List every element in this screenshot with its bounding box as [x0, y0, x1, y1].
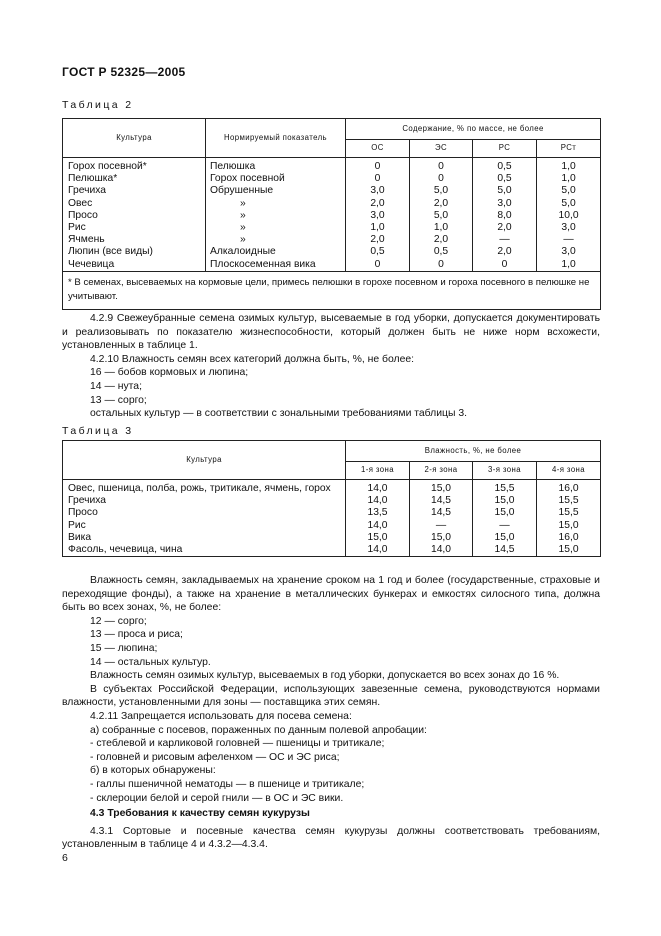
list-item: - склероции белой и серой гнили — в ОС и ЭС вики.: [90, 792, 344, 804]
table-row: Люпин (все виды) Алкалоидные 0,5 0,5 2,0 3,0: [63, 246, 601, 258]
table2-caption: Таблица 2: [62, 99, 134, 111]
table2-header-content: Содержание, % по массе, не более: [346, 119, 601, 140]
table-row: Просо » 3,0 5,0 8,0 10,0: [63, 210, 601, 222]
list-item: 14 — остальных культур.: [90, 656, 211, 668]
table-row: Рис 14,0 — — 15,0: [63, 520, 601, 532]
list-item: - головней и рисовым афеленхом — ОС и ЭС риса;: [90, 751, 340, 763]
table3-subheader: 2-я зона: [410, 462, 473, 480]
table-row: Овес, пшеница, полба, рожь, тритикале, ячмень, горох 14,0 15,0 15,5 16,0: [63, 483, 601, 495]
table2-header-culture: Культура: [63, 119, 206, 158]
para-4-2-10: 4.2.10 Влажность семян всех категорий должна быть, %, не более:: [90, 353, 415, 365]
list-item: 12 — сорго;: [90, 615, 147, 627]
text-block-2: [62, 574, 600, 852]
list-item: 13 — проса и риса;: [90, 629, 183, 641]
table2-subheader: РСт: [537, 140, 601, 158]
table-row: Гречиха Обрушенные 3,0 5,0 5,0 5,0: [63, 185, 601, 197]
table3-caption: Таблица 3: [62, 425, 134, 437]
para-winter-crops: Влажность семян озимых культур, высеваемых в год уборки, допускается во всех зонах до 16 %.: [90, 670, 560, 682]
list-item: 14 — нута;: [90, 380, 142, 392]
list-item: б) в которых обнаружены:: [90, 765, 216, 777]
table3-header-moisture: Влажность, %, не более: [346, 441, 601, 462]
table-3: [62, 440, 601, 557]
table2-subheader: ЭС: [410, 140, 473, 158]
table-row: Просо 13,5 14,5 15,0 15,5: [63, 507, 601, 519]
table-2: [62, 118, 601, 310]
table-row: Ячмень » 2,0 2,0 — —: [63, 234, 601, 246]
table-row: Фасоль, чечевица, чина 14,0 14,0 14,5 15,0: [63, 544, 601, 557]
para-regions: В субъектах Российской Федерации, использующих завезенные семена, руководствуются нормами влажности, установленными для зоны — поставщика этих семян.: [62, 683, 600, 709]
table-row: Рис » 1,0 1,0 2,0 3,0: [63, 222, 601, 234]
table-row: Гречиха 14,0 14,5 15,0 15,5: [63, 495, 601, 507]
list-item: 16 — бобов кормовых и люпина;: [90, 367, 249, 379]
para-4-3-1: 4.3.1 Сортовые и посевные качества семян кукурузы должны соответствовать требованиям, установленным в таблице 4 и 4.3.2—4.3.4.: [62, 825, 600, 851]
table-row: Вика 15,0 15,0 15,0 16,0: [63, 532, 601, 544]
table2-subheader: РС: [473, 140, 537, 158]
para-4-2-11: 4.2.11 Запрещается использовать для посева семена:: [90, 710, 352, 722]
table-row: Горох посевной* Пелюшка 0 0 0,5 1,0: [63, 161, 601, 173]
para-storage-moisture: Влажность семян, закладываемых на хранение сроком на 1 год и более (государственные, страховые и переходящие фонды), а также на хранение в металлических бункерах и емкостях силосного типа, должна быть во всех зонах, %, не более:: [62, 575, 600, 614]
table2-footnote: * В семенах, высеваемых на кормовые цели, примесь пелюшки в горохе посевном и гороха посевного в пелюшке не учитывают.: [63, 271, 601, 309]
table-row: Чечевица Плоскосеменная вика 0 0 0 1,0: [63, 259, 601, 272]
table3-subheader: 4-я зона: [537, 462, 601, 480]
table3-subheader: 3-я зона: [473, 462, 537, 480]
list-item: - галлы пшеничной нематоды — в пшенице и тритикале;: [90, 778, 365, 790]
table3-header-culture: Культура: [63, 441, 346, 480]
table3-subheader: 1-я зона: [346, 462, 410, 480]
list-item: 15 — люпина;: [90, 642, 158, 654]
list-item: остальных культур — в соответствии с зональными требованиями таблицы 3.: [90, 408, 468, 420]
list-item: а) собранные с посевов, пораженных по данным полевой апробации:: [90, 724, 427, 736]
document-header: ГОСТ Р 52325—2005: [62, 65, 186, 79]
para-4-2-9: 4.2.9 Свежеубранные семена озимых культур, высеваемые в год уборки, допускается документировать и реализовывать по показателю жизнеспособности, который должен быть не ниже норм всхожести, установленных в таблице 1.: [62, 313, 600, 352]
table2-subheader: ОС: [346, 140, 410, 158]
table2-header-indicator: Нормируемый показатель: [206, 119, 346, 158]
table-row: Овес » 2,0 2,0 3,0 5,0: [63, 198, 601, 210]
section-heading-4-3: 4.3 Требования к качеству семян кукурузы: [90, 808, 310, 820]
page-number: 6: [62, 852, 68, 864]
table-row: Пелюшка* Горох посевной 0 0 0,5 1,0: [63, 173, 601, 185]
text-block-1: [62, 312, 600, 421]
list-item: - стеблевой и карликовой головней — пшеницы и тритикале;: [90, 738, 385, 750]
list-item: 13 — сорго;: [90, 394, 147, 406]
